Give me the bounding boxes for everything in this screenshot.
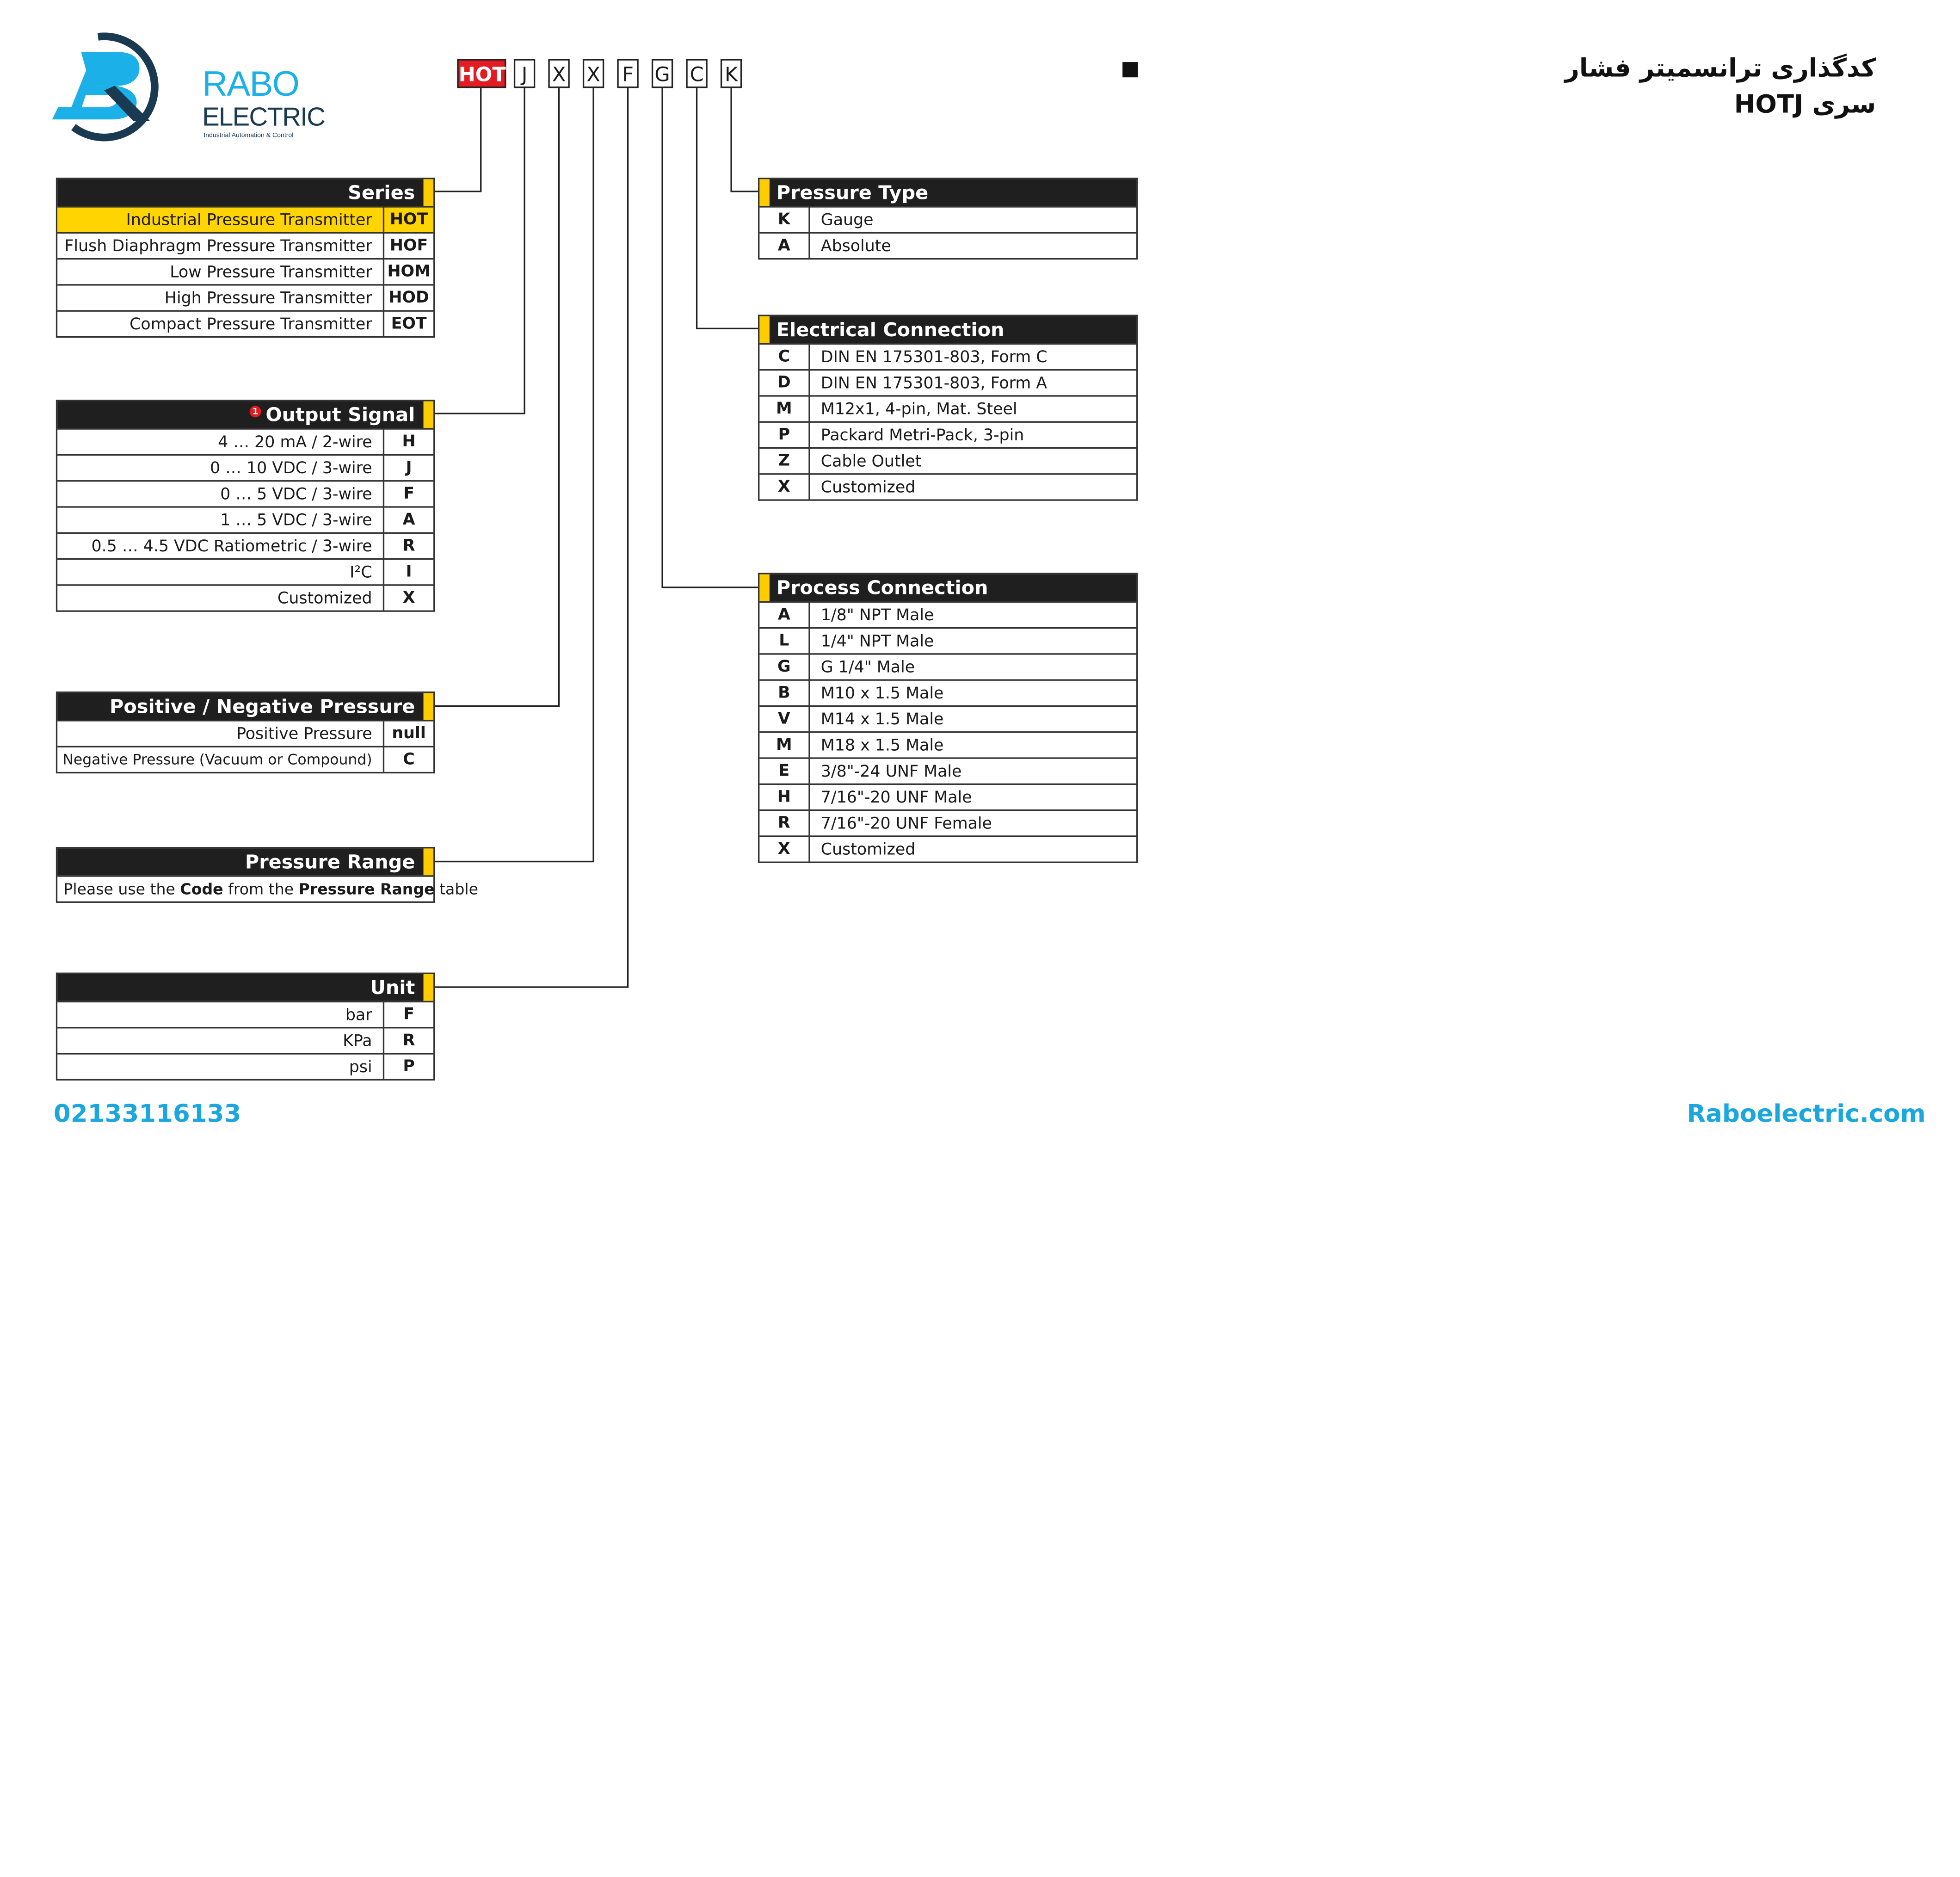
table-row <box>759 757 1136 783</box>
pressure-range-table <box>56 847 478 903</box>
row-desc: Industrial Pressure Transmitter <box>126 210 372 229</box>
row-desc: Customized <box>820 840 916 858</box>
row-code: EOT <box>383 310 433 336</box>
header-accent <box>759 316 770 343</box>
header-accent <box>424 848 434 875</box>
row-desc: Cable Outlet <box>820 451 922 470</box>
row-desc: Gauge <box>820 210 874 229</box>
row-desc: G 1/4" Male <box>820 658 915 676</box>
table-row <box>759 731 1136 757</box>
table-row <box>57 1053 433 1079</box>
pressure-type-table <box>758 178 1138 259</box>
row-desc: KPa <box>343 1031 372 1050</box>
row-desc: 0 … 5 VDC / 3-wire <box>220 484 372 503</box>
process-header-text: Process Connection <box>776 576 988 599</box>
row-desc: Packard Metri-Pack, 3-pin <box>820 426 1024 445</box>
row-code: P <box>759 421 810 447</box>
connector-electrical <box>697 88 760 328</box>
table-row <box>57 232 433 258</box>
unit-header <box>57 974 433 1001</box>
table-row <box>759 395 1136 421</box>
row-desc: 3/8"-24 UNF Male <box>820 762 962 781</box>
row-desc: Flush Diaphragm Pressure Transmitter <box>64 236 372 255</box>
row-code: R <box>383 1027 433 1053</box>
pressure-range-header-text: Pressure Range <box>245 851 415 873</box>
note-bold-range: Pressure Range <box>298 880 435 899</box>
note-part: Please use the <box>63 880 180 899</box>
row-code: F <box>383 480 433 506</box>
table-row <box>57 584 433 610</box>
note-part: from the <box>223 880 299 899</box>
row-desc: M18 x 1.5 Male <box>820 736 944 754</box>
table-row <box>57 310 433 336</box>
table-row <box>759 784 1136 809</box>
row-desc: Compact Pressure Transmitter <box>129 315 372 333</box>
row-code: V <box>759 705 810 731</box>
table-row <box>57 454 433 480</box>
row-code: A <box>759 232 810 258</box>
pos-neg-table <box>56 692 435 773</box>
table-row <box>759 627 1136 653</box>
series-header-text: Series <box>348 181 415 204</box>
header-accent <box>424 974 434 1001</box>
table-row <box>57 284 433 310</box>
table-row <box>759 653 1136 679</box>
series-table <box>56 178 435 338</box>
connector-pressure-type <box>731 88 759 191</box>
series-header <box>57 179 433 206</box>
connector-unit <box>433 88 628 987</box>
pos-neg-header-text: Positive / Negative Pressure <box>110 695 415 718</box>
table-row <box>759 835 1136 861</box>
output-signal-table <box>56 400 435 612</box>
title-line-2: سری HOTJ <box>1734 89 1876 119</box>
row-code: F <box>383 1001 433 1027</box>
table-row <box>759 447 1136 473</box>
unit-table <box>56 973 435 1081</box>
row-desc: 0 … 10 VDC / 3-wire <box>210 458 372 477</box>
row-desc: Negative Pressure (Vacuum or Compound) <box>62 751 372 768</box>
row-code: A <box>383 506 433 532</box>
row-code: C <box>759 343 810 369</box>
table-row <box>57 720 433 746</box>
electrical-connection-table <box>758 315 1138 500</box>
process-header <box>759 574 1136 601</box>
connector-output <box>433 88 524 414</box>
table-row <box>759 343 1136 369</box>
note-part: table <box>434 880 478 899</box>
pos-neg-header <box>57 693 433 720</box>
row-desc: Customized <box>277 589 372 607</box>
table-row <box>57 506 433 532</box>
pressure-type-header <box>759 179 1136 206</box>
row-desc: Positive Pressure <box>236 724 372 743</box>
footer-phone[interactable]: 02133116133 <box>53 1099 241 1128</box>
brand-name-bottom: ELECTRIC <box>202 102 325 132</box>
table-row <box>759 705 1136 731</box>
pressure-range-note <box>57 875 478 901</box>
table-row <box>57 206 433 232</box>
connector-process <box>662 88 759 587</box>
connector-range <box>433 88 593 861</box>
code-segment-process: G <box>652 59 673 88</box>
code-segment-posneg: X <box>548 59 569 88</box>
row-desc: Customized <box>820 478 916 496</box>
row-code: M <box>759 731 810 757</box>
row-desc: Absolute <box>820 236 891 255</box>
code-segment-range: X <box>583 59 604 88</box>
row-code: HOT <box>383 206 433 232</box>
table-row <box>759 232 1136 258</box>
code-segment-pressure-type: K <box>721 59 742 88</box>
row-desc: I²C <box>350 562 372 581</box>
table-row <box>57 428 433 454</box>
row-code: D <box>759 369 810 395</box>
table-row <box>57 1027 433 1053</box>
row-desc: High Pressure Transmitter <box>164 289 372 307</box>
row-desc: DIN EN 175301-803, Form A <box>820 373 1048 392</box>
row-desc: bar <box>345 1005 372 1024</box>
pressure-range-header <box>57 848 433 875</box>
row-code: L <box>759 627 810 653</box>
connector-series <box>433 88 481 191</box>
footer-website-link[interactable]: Raboelectric.com <box>1687 1099 1926 1128</box>
row-code: I <box>383 558 433 584</box>
row-desc: Low Pressure Transmitter <box>170 262 372 281</box>
code-segment-unit: F <box>617 59 638 88</box>
header-accent <box>759 179 770 206</box>
row-desc: M14 x 1.5 Male <box>820 710 944 729</box>
row-code: X <box>759 835 810 861</box>
row-code: R <box>759 809 810 835</box>
row-code: M <box>759 395 810 421</box>
row-desc: 7/16"-20 UNF Female <box>820 814 992 833</box>
title-line-1: کدگذاری ترانسمیتر فشار <box>1565 53 1876 83</box>
unit-header-text: Unit <box>370 976 415 999</box>
process-connection-table <box>758 573 1138 863</box>
row-code: K <box>759 206 810 232</box>
table-row <box>759 809 1136 835</box>
row-code: H <box>383 428 433 454</box>
row-code: HOF <box>383 232 433 258</box>
row-code: X <box>759 473 810 499</box>
table-row <box>57 480 433 506</box>
row-code: HOD <box>383 284 433 310</box>
row-desc: M10 x 1.5 Male <box>820 684 944 703</box>
row-desc: DIN EN 175301-803, Form C <box>820 347 1048 366</box>
table-row <box>57 532 433 558</box>
row-code: X <box>383 584 433 610</box>
row-desc: psi <box>349 1057 372 1076</box>
electrical-header <box>759 316 1136 343</box>
connector-posneg <box>433 88 559 706</box>
table-row <box>759 473 1136 499</box>
header-accent <box>424 693 434 720</box>
note-bold-code: Code <box>180 880 223 899</box>
row-code: P <box>383 1053 433 1079</box>
row-code: E <box>759 757 810 783</box>
header-accent <box>424 179 434 206</box>
header-accent <box>759 574 770 601</box>
row-desc: 4 … 20 mA / 2-wire <box>218 432 372 451</box>
row-code: B <box>759 679 810 705</box>
table-row <box>759 421 1136 447</box>
row-code: C <box>383 746 433 772</box>
row-desc: 0.5 … 4.5 VDC Ratiometric / 3-wire <box>91 537 372 556</box>
table-row <box>57 558 433 584</box>
table-row <box>759 679 1136 705</box>
table-row <box>57 746 433 772</box>
header-accent <box>424 401 434 428</box>
page-title <box>1565 50 1876 122</box>
code-segment-electrical: C <box>686 59 707 88</box>
note-marker-icon: 1 <box>250 406 261 417</box>
pressure-type-header-text: Pressure Type <box>776 181 929 204</box>
code-segment-output: J <box>514 59 535 88</box>
row-desc: M12x1, 4-pin, Mat. Steel <box>820 400 1017 418</box>
table-row <box>759 369 1136 395</box>
output-signal-header-text: Output Signal <box>265 403 415 426</box>
brand-tagline: Industrial Automation & Control <box>203 131 294 139</box>
row-code: H <box>759 784 810 809</box>
output-signal-header <box>57 401 433 428</box>
table-row <box>759 601 1136 627</box>
electrical-header-text: Electrical Connection <box>776 318 1005 341</box>
brand-name-top: RABO <box>202 63 299 104</box>
range-note-text <box>63 877 478 901</box>
row-code: G <box>759 653 810 679</box>
row-desc: 1/8" NPT Male <box>820 605 934 624</box>
table-row <box>759 206 1136 232</box>
row-code: R <box>383 532 433 558</box>
row-code: A <box>759 601 810 627</box>
row-desc: 7/16"-20 UNF Male <box>820 788 972 807</box>
table-row <box>57 258 433 284</box>
code-segment-series: HOT <box>457 59 506 88</box>
row-code: Z <box>759 447 810 473</box>
row-desc: 1/4" NPT Male <box>820 631 934 650</box>
table-row <box>57 1001 433 1027</box>
row-code: HOM <box>383 258 433 284</box>
row-desc: 1 … 5 VDC / 3-wire <box>220 511 372 530</box>
row-code: null <box>383 720 433 746</box>
row-code: J <box>383 454 433 480</box>
